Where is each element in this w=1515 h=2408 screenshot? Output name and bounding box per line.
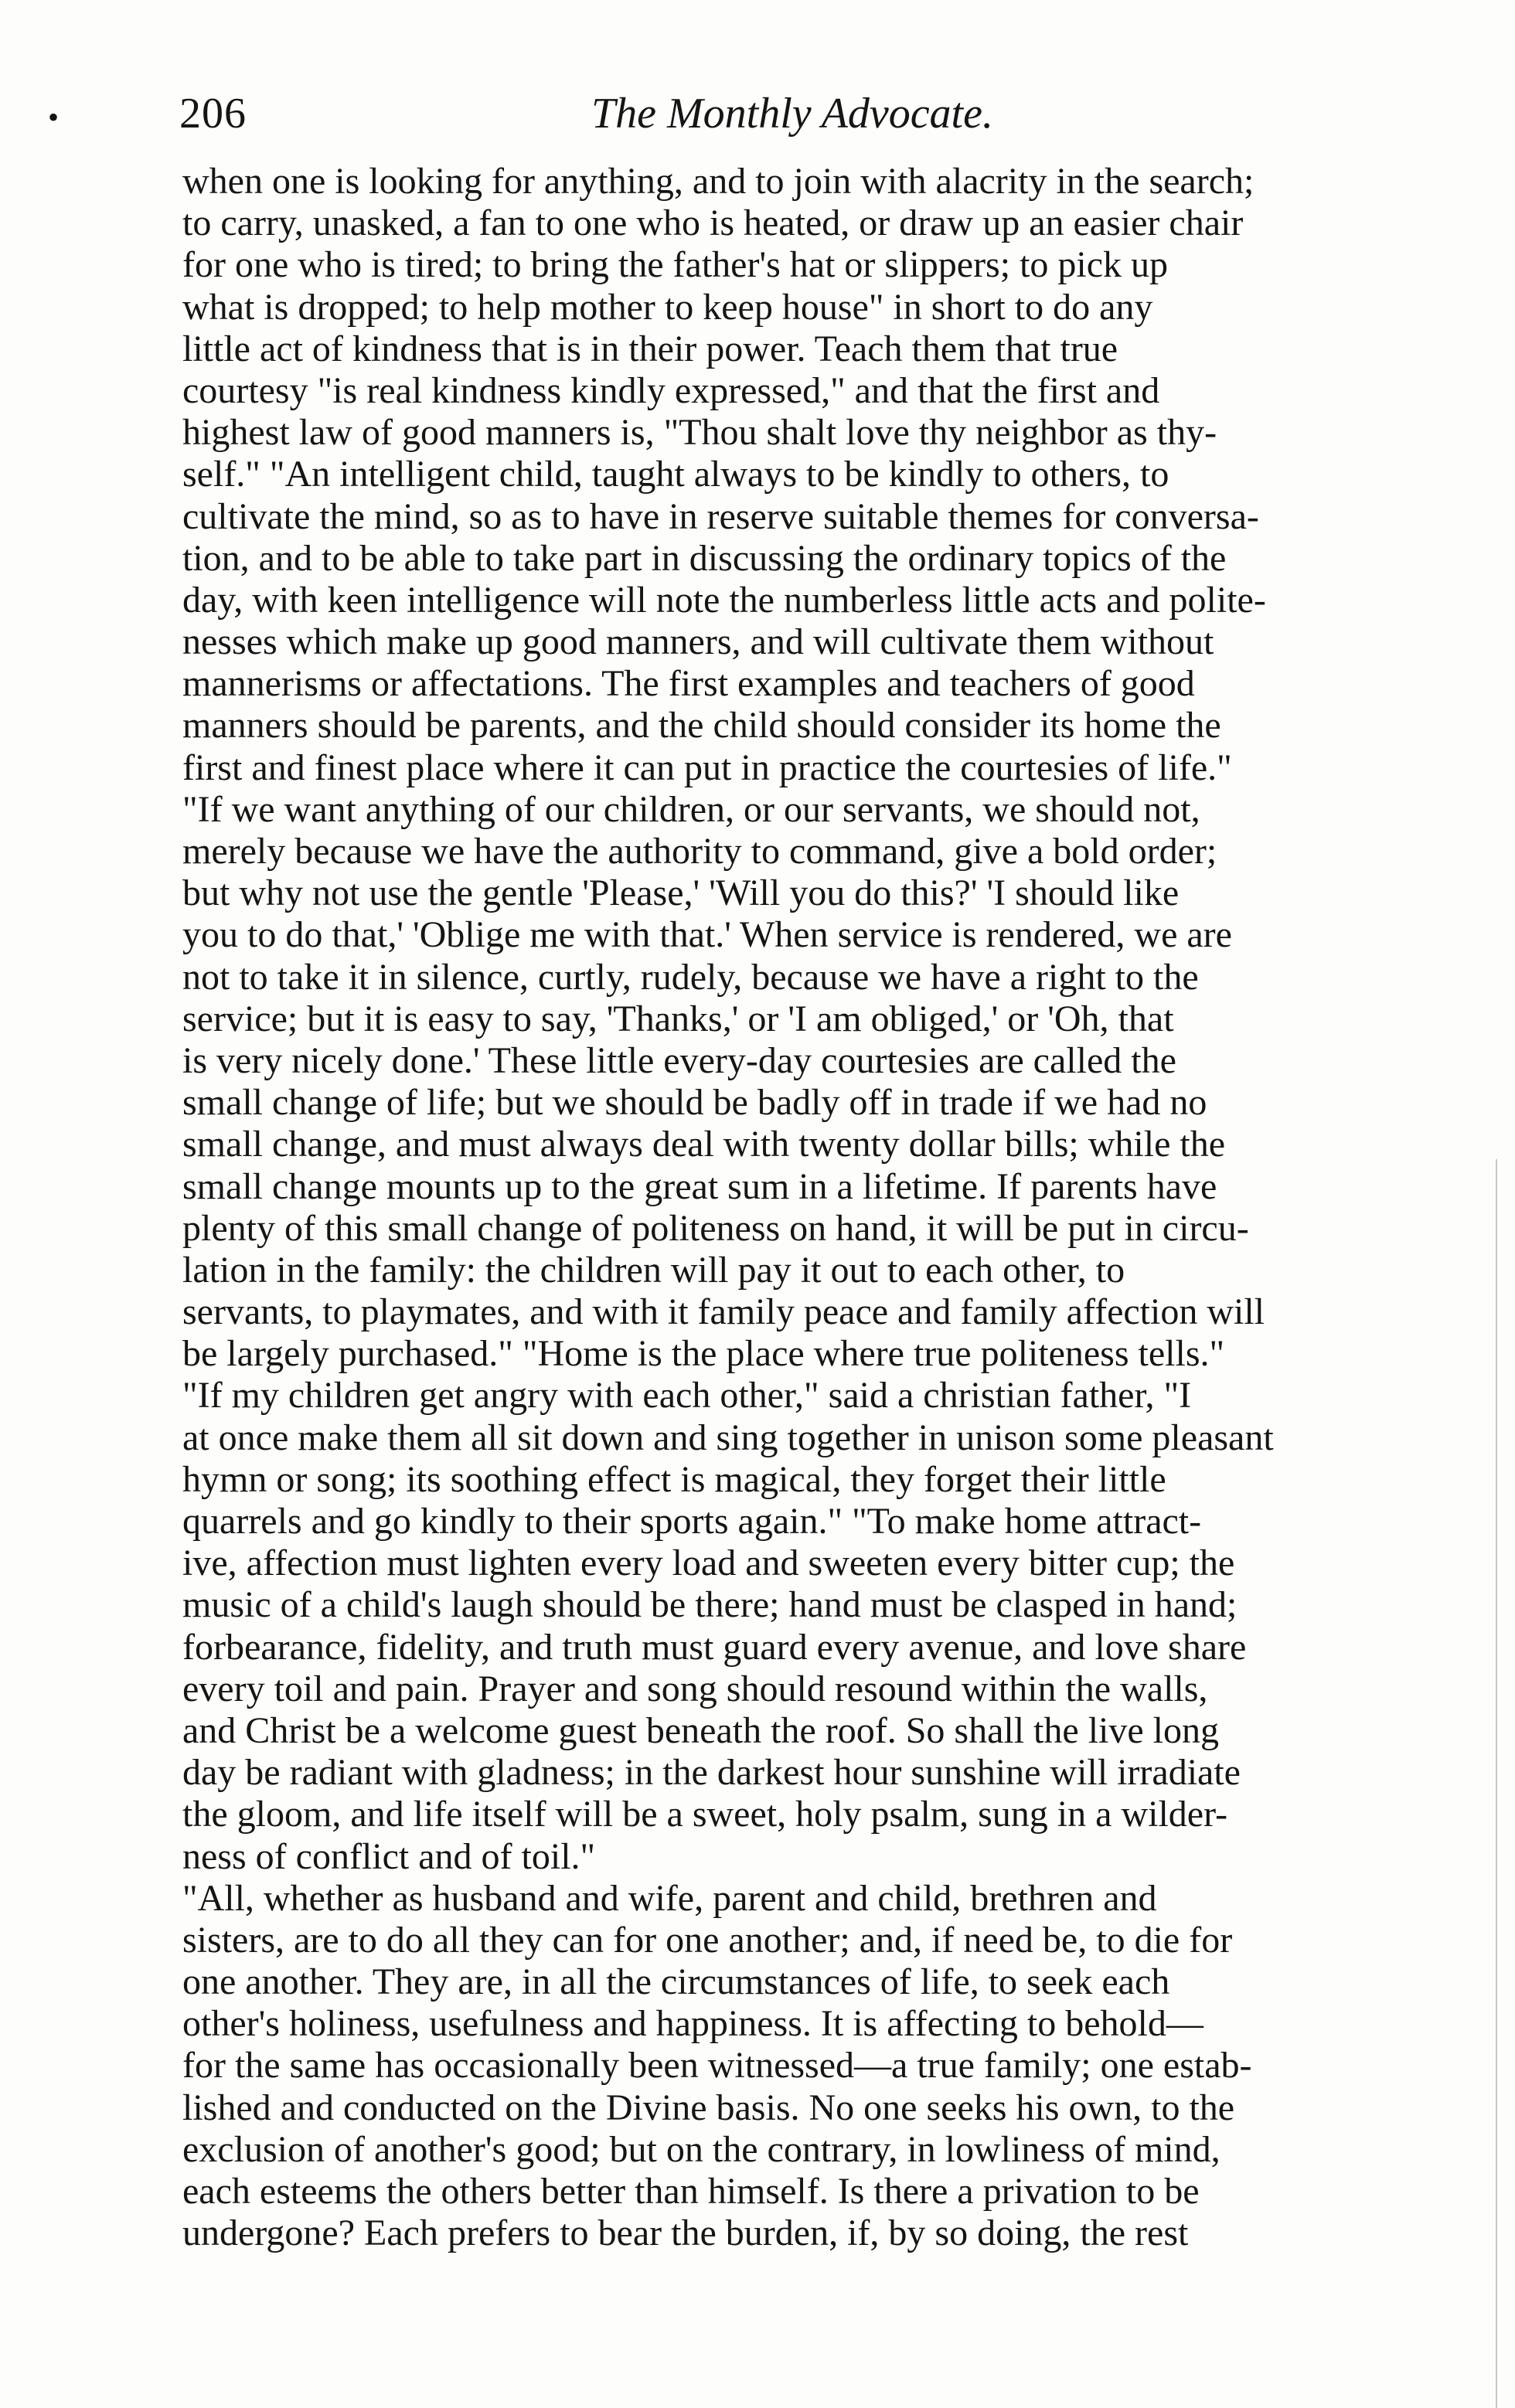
text-line: "All, whether as husband and wife, parent and child, brethren and <box>182 1877 1157 1919</box>
text-line: quarrels and go kindly to their sports again." "To make home attract- <box>182 1501 1202 1542</box>
text-line: undergone? Each prefers to bear the burden, if, by so doing, the rest <box>182 2212 1189 2254</box>
text-line: highest law of good manners is, "Thou shalt love thy neighbor as thy- <box>182 412 1217 454</box>
text-line: first and finest place where it can put in practice the courtesies of life." <box>182 747 1232 788</box>
text-line: what is dropped; to help mother to keep house" in short to do any <box>182 286 1153 328</box>
text-line: every toil and pain. Prayer and song should resound within the walls, <box>182 1668 1208 1709</box>
page-number: 206 <box>179 90 247 138</box>
text-line: music of a child's laugh should be there; hand must be clasped in hand; <box>182 1584 1238 1626</box>
text-line: and Christ be a welcome guest beneath the roof. So shall the live long <box>182 1709 1219 1751</box>
text-line: to carry, unasked, a fan to one who is heated, or draw up an easier chair <box>182 202 1244 244</box>
text-line: each esteems the others better than himself. Is there a privation to be <box>182 2171 1200 2212</box>
text-line: self." "An intelligent child, taught always to be kindly to others, to <box>182 454 1169 495</box>
text-line: little act of kindness that is in their power. Teach them that true <box>182 328 1118 369</box>
text-line: one another. They are, in all the circumstances of life, to seek each <box>182 1961 1170 2003</box>
text-line: cultivate the mind, so as to have in reserve suitable themes for conversa- <box>182 495 1259 537</box>
text-line: small change, and must always deal with twenty dollar bills; while the <box>182 1124 1226 1165</box>
text-line: forbearance, fidelity, and truth must guard every avenue, and love share <box>182 1626 1247 1668</box>
text-line: tion, and to be able to take part in discussing the ordinary topics of the <box>182 537 1227 579</box>
gutter-line <box>1496 1159 1497 2408</box>
page-header <box>170 87 1415 141</box>
text-line: sisters, are to do all they can for one another; and, if need be, to die for <box>182 1919 1233 1961</box>
text-line: hymn or song; its soothing effect is magical, they forget their little <box>182 1458 1166 1500</box>
text-line: but why not use the gentle 'Please,' 'Will you do this?' 'I should like <box>182 872 1180 914</box>
text-line: small change of life; but we should be badly off in trade if we had no <box>182 1082 1207 1124</box>
text-line: servants, to playmates, and with it family peace and family affection will <box>182 1291 1265 1333</box>
text-line: courtesy "is real kindness kindly expressed," and that the first and <box>182 369 1160 411</box>
text-line: merely because we have the authority to command, give a bold order; <box>182 831 1217 872</box>
text-line: be largely purchased." "Home is the place where true politeness tells." <box>182 1333 1225 1375</box>
text-line: for one who is tired; to bring the father's hat or slippers; to pick up <box>182 244 1169 286</box>
text-line: lation in the family: the children will pay it out to each other, to <box>182 1249 1125 1291</box>
text-line: when one is looking for anything, and to join with alacrity in the search; <box>182 161 1255 202</box>
text-line: day be radiant with gladness; in the darkest hour sunshine will irradiate <box>182 1752 1241 1794</box>
text-line: for the same has occasionally been witnessed—a true family; one estab- <box>182 2045 1252 2087</box>
text-line: "If my children get angry with each other," said a christian father, "I <box>182 1375 1192 1417</box>
text-line: you to do that,' 'Oblige me with that.' When service is rendered, we are <box>182 914 1232 956</box>
text-line: day, with keen intelligence will note the numberless little acts and polite- <box>182 579 1266 621</box>
text-line: at once make them all sit down and sing together in unison some pleasant <box>182 1417 1274 1458</box>
running-head: The Monthly Advocate. <box>591 90 993 138</box>
text-line: the gloom, and life itself will be a sweet, holy psalm, sung in a wilder- <box>182 1794 1228 1835</box>
text-line: mannerisms or affectations. The first examples and teachers of good <box>182 663 1195 705</box>
margin-mark: • <box>48 100 60 134</box>
text-line: exclusion of another's good; but on the contrary, in lowliness of mind, <box>182 2128 1221 2170</box>
text-line: manners should be parents, and the child should consider its home the <box>182 705 1221 747</box>
text-line: other's holiness, usefulness and happiness. It is affecting to behold— <box>182 2003 1203 2045</box>
text-line: service; but it is easy to say, 'Thanks,' or 'I am obliged,' or 'Oh, that <box>182 998 1174 1039</box>
text-line: nesses which make up good manners, and will cultivate them without <box>182 621 1214 663</box>
text-line: ive, affection must lighten every load and sweeten every bitter cup; the <box>182 1542 1235 1584</box>
text-line: not to take it in silence, curtly, rudely, because we have a right to the <box>182 956 1199 998</box>
text-line: ness of conflict and of toil." <box>182 1835 596 1877</box>
text-line: "If we want anything of our children, or our servants, we should not, <box>182 788 1200 830</box>
text-line: lished and conducted on the Divine basis. No one seeks his own, to the <box>182 2087 1235 2128</box>
text-line: is very nicely done.' These little every-day courtesies are called the <box>182 1039 1176 1081</box>
text-line: small change mounts up to the great sum in a lifetime. If parents have <box>182 1165 1217 1207</box>
body-text <box>182 161 1419 2254</box>
text-line: plenty of this small change of politeness on hand, it will be put in circu- <box>182 1207 1249 1249</box>
